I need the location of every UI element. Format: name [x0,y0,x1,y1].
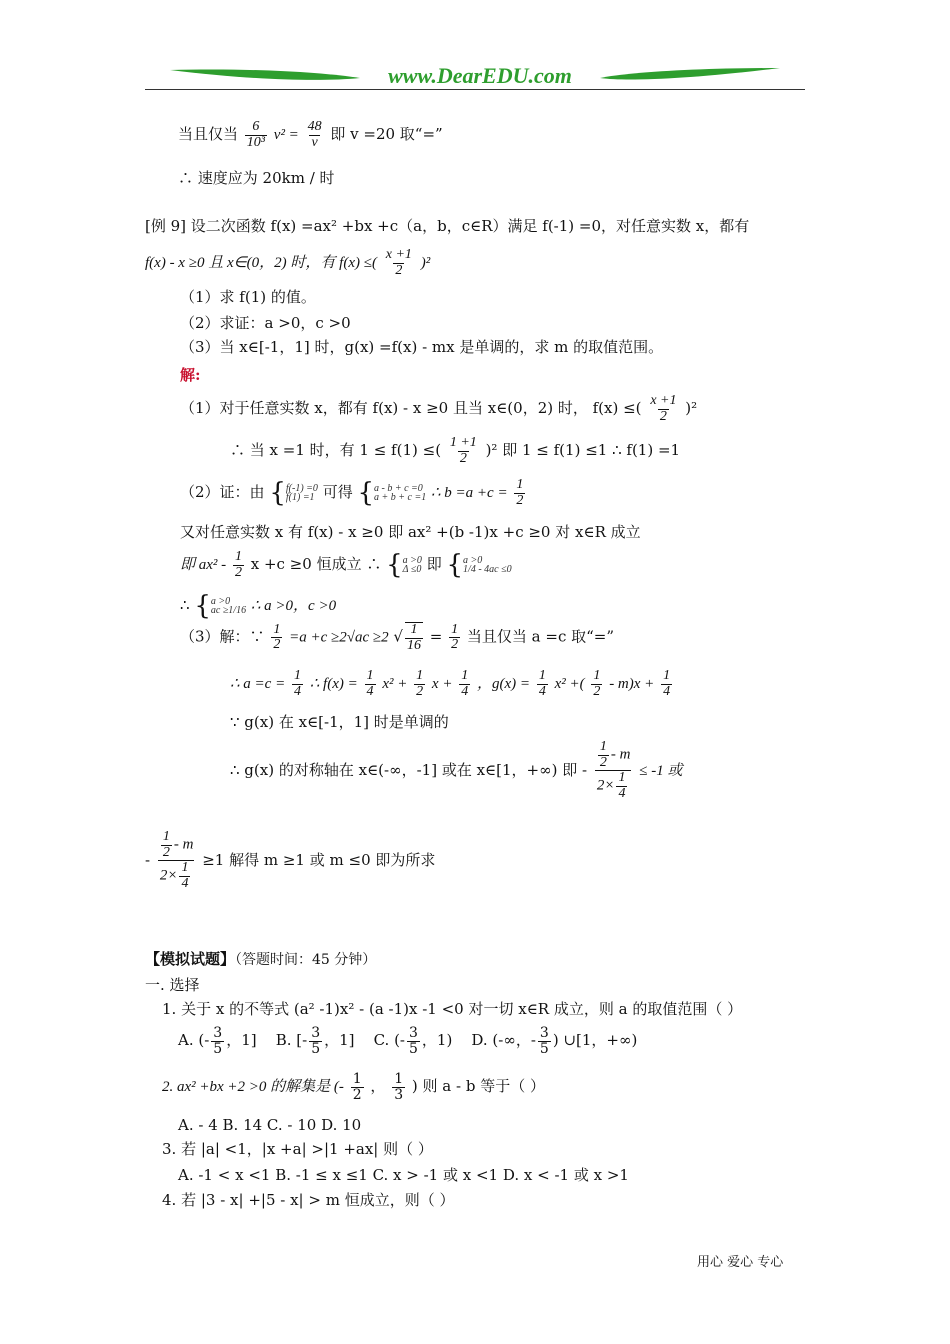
solution-step-9: ∴ g(x) 的对称轴在 x∈(-∞，-1] 或在 x∈[1，+∞) 即 - $\frac{1}{2}$ - m 2× $\frac{1}{4}$ ≤ -1 或 [230,739,683,802]
site-logo [170,64,780,90]
mock-question-3-options: A. -1 < x <1 B. -1 ≤ x ≤1 C. x > -1 或 x <1 D. x < -1 或 x >1 [178,1166,629,1184]
question-3: （3）当 x∈[-1，1] 时，g(x) =f(x) - mx 是单调的，求 m 的取值范围。 [180,338,664,356]
mock-question-2: 2. ax² +bx +2 >0 的解集是 (- $\frac{1}{2}$ ， $\frac{1}{3}$ ) 则 a - b 等于（ ） [162,1071,545,1103]
solution-step-6: （3）解：∵ $\frac{1}{2}$ =a +c ≥2√ac ≥2 √ $\frac{1}{16}$ = $\frac{1}{2}$ 当且仅当 a =c 取“=” [180,621,615,653]
header-rule [145,89,805,90]
solution-step-7: ∴ a =c = $\frac{1}{4}$ ∴ f(x) = $\frac{1}{4}$ x² + $\frac{1}{2}$ x + $\frac{1}{4}$ ，g(x) = $\frac{1}{4}$ x² +( $\frac{1}{2}$ - m)x + $\frac{1}{4}$ [230,668,671,699]
solution-step-3: 又对任意实数 x 有 f(x) - x ≥0 即 ax² +(b -1)x +c ≥0 对 x∈R 成立 [180,523,641,541]
solution-label: 解: [180,366,201,384]
prev-line-2: ∴ 速度应为 20km / 时 [178,169,335,187]
solution-step-5: ∴ {a >0 ac ≥1/16 ∴ a >0，c >0 [180,591,337,621]
mock-question-1-options: A. (- $\frac{3}{5}$ ，1] B. [- $\frac{3}{5}$ ，1] C. (- $\frac{3}{5}$ ，1) D. (-∞，- $\frac{3}{5}$ ) ∪[1，+∞) [178,1025,638,1057]
example-9-condition: f(x) - x ≥0 且 x∈(0，2) 时，有 f(x) ≤( $\frac{x +1}{2}$ )² [145,247,431,278]
prev-line-1: 当且仅当 $\frac{6}{\text{10³}}$ v² = $\frac{48}{v}$ 即 v =20 取“=” [178,119,443,150]
solution-step-10: - $\frac{1}{2}$ - m 2× $\frac{1}{4}$ ≥1 解得 m ≥1 或 m ≤0 即为所求 [145,829,436,892]
solution-step-1: （1）对于任意实数 x，都有 f(x) - x ≥0 且当 x∈(0，2) 时， f(x) ≤( $\frac{x +1}{2}$ )² [180,393,698,424]
mock-question-1: 1. 关于 x 的不等式 (a² -1)x² - (a -1)x -1 <0 对一切 x∈R 成立，则 a 的取值范围（ ） [162,1000,743,1018]
question-1: （1）求 f(1) 的值。 [180,288,316,306]
mock-question-2-options: A. - 4 B. 14 C. - 10 D. 10 [178,1116,362,1134]
mock-question-3: 3. 若 |a| <1，|x +a| >|1 +ax| 则（ ） [162,1140,433,1158]
solution-step-8: ∵ g(x) 在 x∈[-1，1] 时是单调的 [230,713,449,731]
question-2: （2）求证：a >0，c >0 [180,314,351,332]
solution-step-4: 即 ax² - $\frac{1}{2}$ x +c ≥0 恒成立 ∴ {a >0 Δ ≤0 即 {a >0 1/4 - 4ac ≤0 [180,549,512,581]
example-9-title: [例 9] 设二次函数 f(x) =ax² +bx +c（a，b，c∈R）满足 f(-1) =0，对任意实数 x，都有 [145,217,750,235]
solution-step-2: （2）证：由 {f(-1) =0 f(1) =1 可得 {a - b + c =0 a + b + c =1 ∴ b =a +c = $\frac{1}{2}$ [180,477,524,509]
mock-question-4: 4. 若 |3 - x| +|5 - x| > m 恒成立，则（ ） [162,1191,455,1209]
section-choice: 一. 选择 [145,976,200,994]
solution-step-1-conclusion: ∴ 当 x =1 时，有 1 ≤ f(1) ≤( $\frac{1 +1}{2}$ )² 即 1 ≤ f(1) ≤1 ∴ f(1) =1 [230,435,681,466]
site-logo-text: www.DearEDU.com [388,64,572,88]
page-footer: 用心 爱心 专心 [697,1255,784,1270]
mock-test-heading: 【模拟试题】（答题时间：45 分钟） [145,950,377,968]
